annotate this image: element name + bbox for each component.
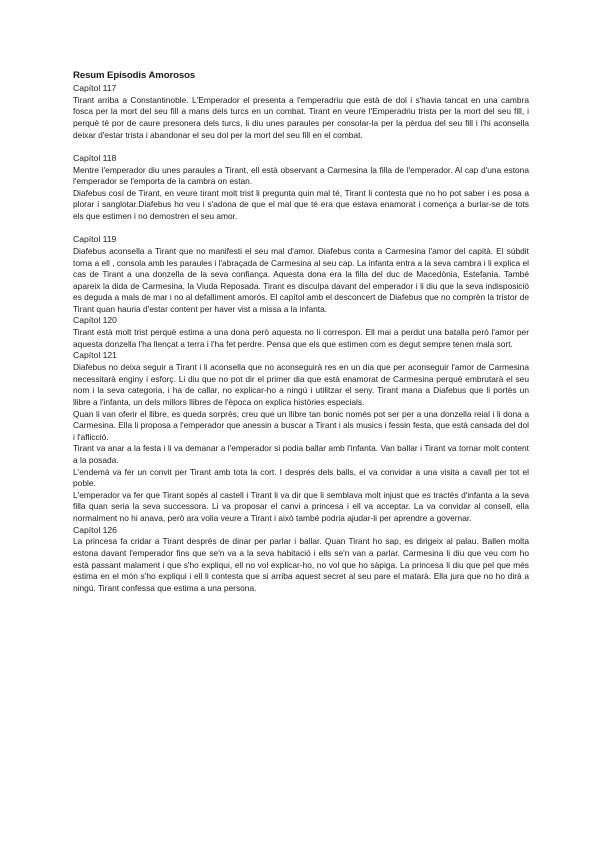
chapter-heading: Capítol 120 bbox=[73, 315, 117, 326]
chapter-120 bbox=[73, 315, 529, 350]
paragraph: Tirant està molt trist perquè estima a una dona però aquesta no li correspon. Ell mai a perdut una batalla però l'amor per aquesta donzella l'ha llençat a terra i l'ha fet perdre. Pensa que els que estimen com es degut sempre tenen mala sort. bbox=[73, 327, 529, 349]
paragraph: Tirant arriba a Constantinoble. L'Emperador el presenta a l'emperadriu que està de dol i s'havia tancat en una cambra fosca per la mort del seu fill a mans dels turcs en un combat. Tirant en veure l'Emperadriu trista per la mort del seu fill, i perquè té por de caure presonera dels turcs, li diu unes paraules per consolar-la per la pèrdua del seu fill i l'hi aconsella deixar d'estar trista i abandonar el seu dol per la mort del seu fill en el combat. bbox=[73, 94, 529, 140]
document-title: Resum Episodis Amorosos bbox=[73, 70, 196, 81]
chapter-heading: Capítol 119 bbox=[73, 234, 117, 245]
paragraph: L'endemà va fer un convit per Tirant amb tota la cort. I després dels balls, el va convidar a una visita a cavall per tot el poble. bbox=[73, 466, 529, 489]
chapter-heading: Capítol 117 bbox=[73, 83, 117, 93]
chapter-heading: Capítol 126 bbox=[73, 524, 117, 535]
paragraph: Quan li van oferir el llibre, es queda sorprès, creu que un llibre tan bonic només pot ser per a una donzella reial i li dona a Carmesina. Ella li proposa a l'emperador que anessin a buscar a Tirant i als musics i fessin festa, que està cansada del dol i l'aflicció. bbox=[73, 408, 529, 442]
chapter-121 bbox=[73, 350, 529, 524]
paragraph: L'emperador va fer que Tirant sopés al castell i Tirant li va dir que li semblava molt injust que es tractés d'infanta a la seva filla quan seria la seva successora. Li va proposar el canvi a princesa i ell va acceptar. La va convidar al consell, ella normalment no hi anava, però ara volia veure a Tirant i això també podria ajudar-li per aprendre a governar. bbox=[73, 489, 529, 523]
chapter-heading: Capítol 121 bbox=[73, 350, 117, 361]
chapter-126 bbox=[73, 525, 529, 595]
paragraph: Diafebus cosí de Tirant, en veure tirant molt trist li pregunta quin mal té, Tirant li contesta que no ho pot saber i es posa a plorar i sanglotar.Diafebus ho veu i s'adona de que el mal que té era que estava enamorat i comença a burlar-se de tots els que estimen i no demostren el seu amor. bbox=[73, 187, 529, 221]
paragraph: Tirant va anar a la festa i li va demanar a l'emperador si podia ballar amb l'infanta. Van ballar i Tirant va tornar molt content a la posada. bbox=[73, 443, 529, 466]
paragraph: La princesa fa cridar a Tirant després de dinar per parlar i ballar. Quan Tirant ho sap, es dirigeix al palau. Ballen molta estona davant l'emperador fins que se'n va a la seva habitació i ells se'n van a parlar. Carmesina li diu que veu com ho està passant malament i que s'ho expliqui, ell no vol explicar-ho, no vol que ho sàpiga. La princesa li diu que pel que més estima en el món s'ho expliqui i ell li contesta que si arriba aquest secret al seu pare el matarà. Ella jura que no ho dirà a ningú. Tirant confessa que estima a una persona. bbox=[73, 536, 529, 593]
paragraph: Diafebus aconsella a Tirant que no manifesti el seu mal d'amor. Diafebus conta a Carmesina l'amor del capità. El súbdit torna a ell , consola amb les paraules i l'abraçada de Carmesina al seu cap. La infanta entra a la seva cambra i li explica el cas de Tirant a una donzella de la seva confiança. Aquesta dona era la filla del duc de Macedònia, Estefania. També apareix la dida de Carmesina, la Viuda Reposada. Tirant es disculpa davant del emperador i li diu que la seva indisposició es deguda a mals de mar i no al defalliment amorós. El capítol amb el desconcert de Diafebus que no comprèn la tristor de Tirant quan hauria d'estar content per haver vist a missa a la infanta. bbox=[73, 245, 529, 314]
chapter-118 bbox=[73, 153, 529, 223]
paragraph: Diafebus no deixa seguir a Tirant i li aconsella que no aconseguirà res en un dia que per aconseguir l'amor de Carmesina necessitarà enginy i esforç. Li diu que no pot dir el primer dia que està enamorat de Carmesina perquè embrutarà el seu nom i la seva categoria, i ha de callar, no explicar-ho a ningú i utilitzar el seny. Tirant mana a Diafebus que li portès un llibre a l'infanta, un dels millors llibres de l'època on explica històries especials. bbox=[73, 362, 529, 408]
document-page bbox=[73, 70, 529, 594]
paragraph: Mentre l'emperador diu unes paraules a Tirant, ell està observant a Carmesina la filla de l'emperador. Al cap d'una estona l'emperador se l'emporta de la cambra on estan. bbox=[73, 164, 529, 187]
chapter-117 bbox=[73, 83, 529, 141]
chapter-119 bbox=[73, 234, 529, 315]
chapter-heading: Capítol 118 bbox=[73, 152, 117, 163]
